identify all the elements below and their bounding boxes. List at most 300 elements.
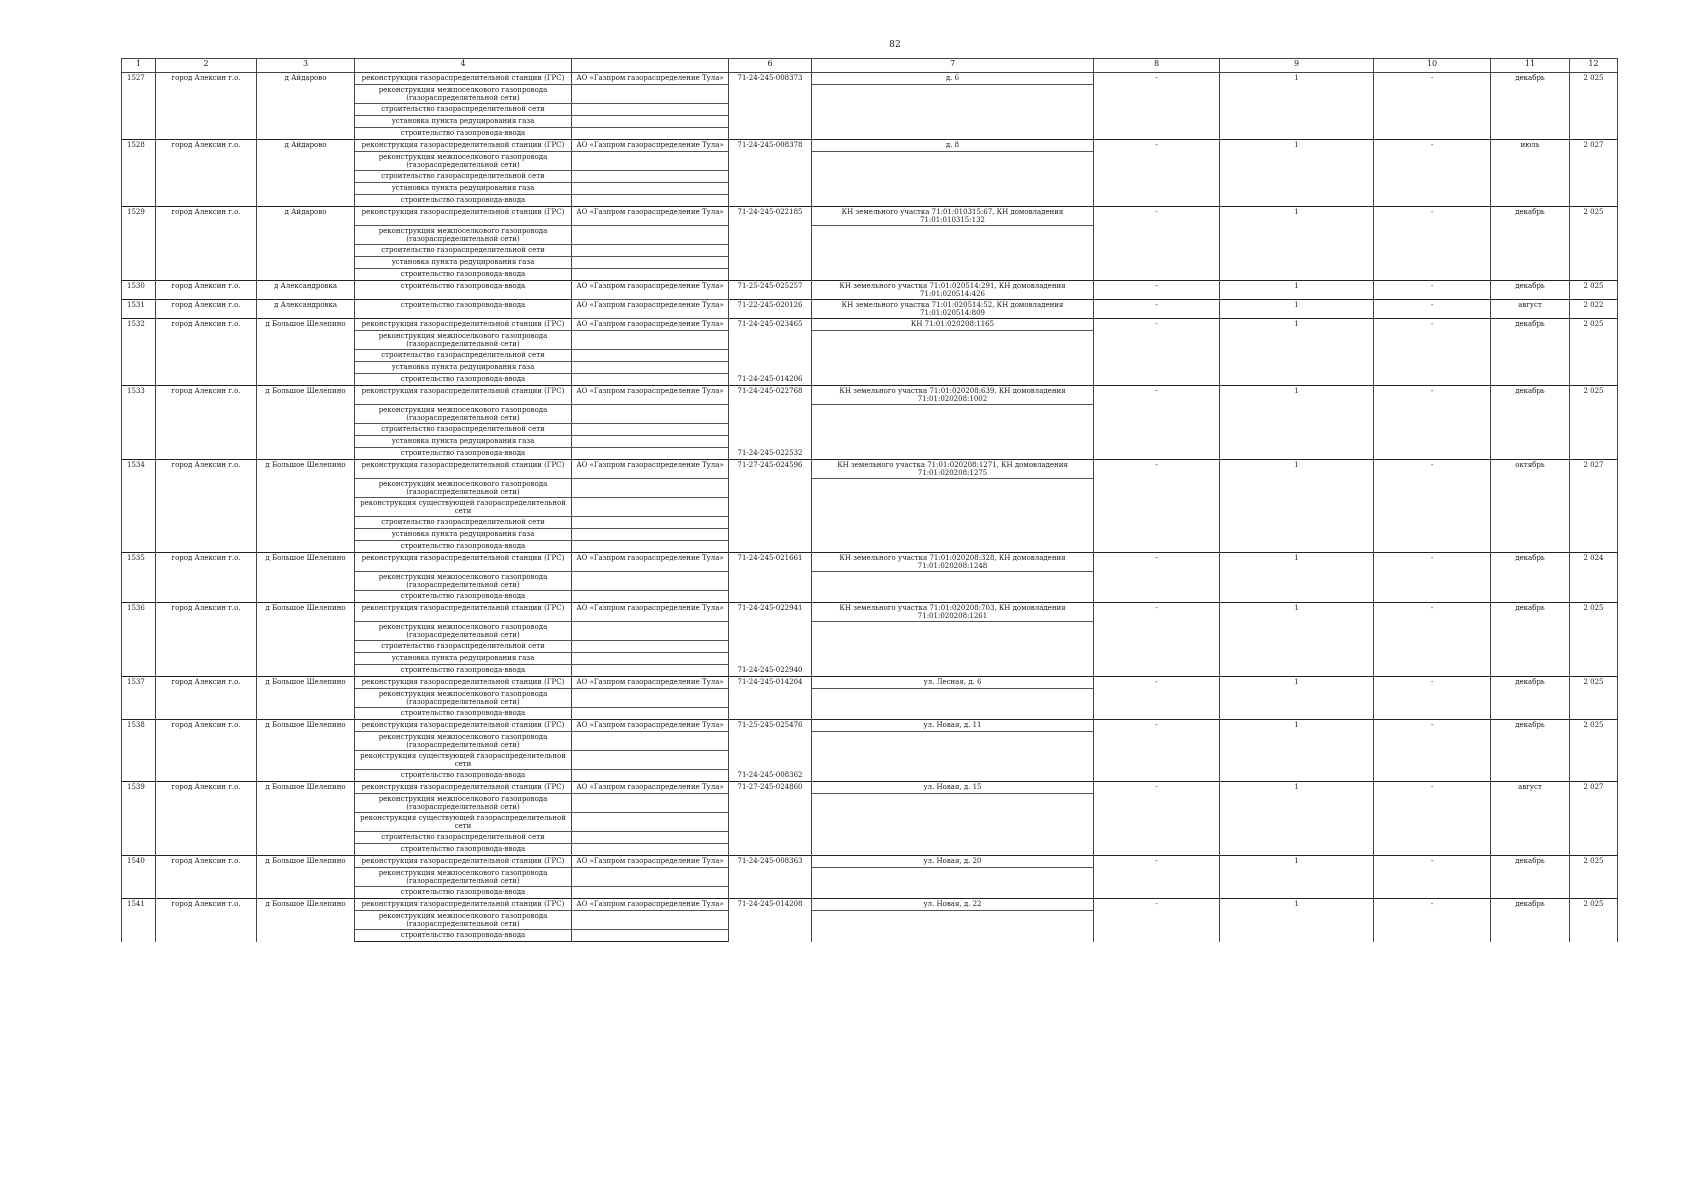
request-code: 71-22-245-020126 bbox=[729, 300, 812, 319]
organization-blank bbox=[572, 641, 729, 653]
organization: АО «Газпром газораспределение Тула» bbox=[572, 720, 729, 732]
work-type: установка пункта редуцирования газа bbox=[355, 436, 572, 448]
work-type: строительство газопровода-ввода bbox=[355, 887, 572, 899]
record-row bbox=[122, 720, 1618, 732]
month: декабрь bbox=[1491, 553, 1570, 603]
settlement: д Большое Шелепино bbox=[257, 460, 355, 553]
organization-blank bbox=[572, 529, 729, 541]
month: декабрь bbox=[1491, 207, 1570, 281]
col9-value: 1 bbox=[1220, 319, 1374, 386]
work-type: реконструкция газораспределительной станции (ГРС) bbox=[355, 856, 572, 868]
work-type: реконструкция межпоселкового газопровода (газораспределительной сети) bbox=[355, 794, 572, 813]
column-header: 11 bbox=[1491, 59, 1570, 73]
work-type: строительство газораспределительной сети bbox=[355, 350, 572, 362]
organization-blank bbox=[572, 622, 729, 641]
municipality: город Алексин г.о. bbox=[156, 140, 257, 207]
organization-blank bbox=[572, 116, 729, 128]
work-type: реконструкция газораспределительной станции (ГРС) bbox=[355, 460, 572, 479]
organization-blank bbox=[572, 708, 729, 720]
organization-blank bbox=[572, 331, 729, 350]
col8-value: - bbox=[1094, 319, 1220, 386]
year: 2 025 bbox=[1570, 720, 1618, 782]
organization-blank bbox=[572, 541, 729, 553]
request-code: 71-24-245-014204 bbox=[729, 677, 812, 720]
organization-blank bbox=[572, 226, 729, 245]
organization-blank bbox=[572, 152, 729, 171]
year: 2 027 bbox=[1570, 140, 1618, 207]
request-code: 71-24-245-008378 bbox=[729, 140, 812, 207]
work-type: установка пункта редуцирования газа bbox=[355, 653, 572, 665]
col9-value: 1 bbox=[1220, 720, 1374, 782]
col10-value: - bbox=[1374, 207, 1491, 281]
address-blank bbox=[812, 85, 1094, 140]
work-type: реконструкция межпоселкового газопровода (газораспределительной сети) bbox=[355, 226, 572, 245]
record-number: 1530 bbox=[122, 281, 156, 300]
col8-value: - bbox=[1094, 856, 1220, 899]
work-type: строительство газопровода-ввода bbox=[355, 374, 572, 386]
record-row bbox=[122, 899, 1618, 911]
column-header: 9 bbox=[1220, 59, 1374, 73]
col8-value: - bbox=[1094, 782, 1220, 856]
request-code-secondary: 71-24-245-022940 bbox=[729, 665, 812, 677]
organization: АО «Газпром газораспределение Тула» bbox=[572, 319, 729, 331]
address-blank bbox=[812, 794, 1094, 856]
col8-value: - bbox=[1094, 553, 1220, 603]
organization-blank bbox=[572, 887, 729, 899]
address: д. 6 bbox=[812, 73, 1094, 85]
work-type: реконструкция межпоселкового газопровода (газораспределительной сети) bbox=[355, 479, 572, 498]
municipality: город Алексин г.о. bbox=[156, 73, 257, 140]
year: 2 025 bbox=[1570, 856, 1618, 899]
record-number: 1536 bbox=[122, 603, 156, 677]
record-row bbox=[122, 300, 1618, 319]
col8-value: - bbox=[1094, 207, 1220, 281]
work-type: реконструкция газораспределительной станции (ГРС) bbox=[355, 386, 572, 405]
record-number: 1531 bbox=[122, 300, 156, 319]
work-type: реконструкция существующей газораспределительной сети bbox=[355, 498, 572, 517]
col10-value: - bbox=[1374, 720, 1491, 782]
record-row bbox=[122, 73, 1618, 85]
col8-value: - bbox=[1094, 603, 1220, 677]
organization-blank bbox=[572, 832, 729, 844]
work-type: строительство газопровода-ввода bbox=[355, 448, 572, 460]
col8-value: - bbox=[1094, 386, 1220, 460]
work-type: строительство газораспределительной сети bbox=[355, 641, 572, 653]
organization-blank bbox=[572, 794, 729, 813]
work-type: строительство газопровода-ввода bbox=[355, 300, 572, 319]
work-type: реконструкция межпоселкового газопровода (газораспределительной сети) bbox=[355, 911, 572, 930]
organization-blank bbox=[572, 665, 729, 677]
address-blank bbox=[812, 868, 1094, 899]
request-code: 71-24-245-014208 bbox=[729, 899, 812, 942]
organization: АО «Газпром газораспределение Тула» bbox=[572, 281, 729, 300]
column-number-header bbox=[122, 59, 1618, 73]
month: август bbox=[1491, 782, 1570, 856]
work-type: реконструкция газораспределительной станции (ГРС) bbox=[355, 140, 572, 152]
request-code: 71-24-245-022941 bbox=[729, 603, 812, 665]
col10-value: - bbox=[1374, 553, 1491, 603]
request-code: 71-24-245-022185 bbox=[729, 207, 812, 281]
organization-blank bbox=[572, 183, 729, 195]
organization-blank bbox=[572, 591, 729, 603]
settlement: д Большое Шелепино bbox=[257, 553, 355, 603]
address: ул. Лесная, д. 6 bbox=[812, 677, 1094, 689]
col10-value: - bbox=[1374, 603, 1491, 677]
organization-blank bbox=[572, 104, 729, 116]
month: декабрь bbox=[1491, 720, 1570, 782]
record-row bbox=[122, 553, 1618, 572]
year: 2 025 bbox=[1570, 899, 1618, 942]
record-row bbox=[122, 460, 1618, 479]
work-type: установка пункта редуцирования газа bbox=[355, 362, 572, 374]
organization-blank bbox=[572, 911, 729, 930]
month: декабрь bbox=[1491, 73, 1570, 140]
municipality: город Алексин г.о. bbox=[156, 207, 257, 281]
work-type: реконструкция межпоселкового газопровода (газораспределительной сети) bbox=[355, 689, 572, 708]
address-blank bbox=[812, 572, 1094, 603]
record-number: 1538 bbox=[122, 720, 156, 782]
column-header bbox=[572, 59, 729, 73]
municipality: город Алексин г.о. bbox=[156, 603, 257, 677]
organization: АО «Газпром газораспределение Тула» bbox=[572, 73, 729, 85]
address: КН земельного участка 71:01:010315:67, КН домовладения 71:01:010315:132 bbox=[812, 207, 1094, 226]
work-type: строительство газопровода-ввода bbox=[355, 708, 572, 720]
month: декабрь bbox=[1491, 899, 1570, 942]
organization: АО «Газпром газораспределение Тула» bbox=[572, 856, 729, 868]
col10-value: - bbox=[1374, 460, 1491, 553]
address-blank bbox=[812, 622, 1094, 677]
municipality: город Алексин г.о. bbox=[156, 300, 257, 319]
municipality: город Алексин г.о. bbox=[156, 677, 257, 720]
year: 2 025 bbox=[1570, 386, 1618, 460]
work-type: реконструкция газораспределительной станции (ГРС) bbox=[355, 720, 572, 732]
organization-blank bbox=[572, 350, 729, 362]
organization-blank bbox=[572, 128, 729, 140]
address-blank bbox=[812, 226, 1094, 281]
work-type: реконструкция межпоселкового газопровода (газораспределительной сети) bbox=[355, 868, 572, 887]
record-number: 1535 bbox=[122, 553, 156, 603]
column-header: 1 bbox=[122, 59, 156, 73]
address: КН земельного участка 71:01:020514:52, КН домовладения 71:01:020514:809 bbox=[812, 300, 1094, 319]
record-row bbox=[122, 677, 1618, 689]
month: октябрь bbox=[1491, 460, 1570, 553]
settlement: д Большое Шелепино bbox=[257, 856, 355, 899]
year: 2 025 bbox=[1570, 207, 1618, 281]
organization-blank bbox=[572, 424, 729, 436]
municipality: город Алексин г.о. bbox=[156, 553, 257, 603]
col9-value: 1 bbox=[1220, 207, 1374, 281]
year: 2 022 bbox=[1570, 300, 1618, 319]
organization-blank bbox=[572, 930, 729, 942]
work-type: строительство газораспределительной сети bbox=[355, 832, 572, 844]
year: 2 025 bbox=[1570, 677, 1618, 720]
col10-value: - bbox=[1374, 73, 1491, 140]
col9-value: 1 bbox=[1220, 553, 1374, 603]
settlement: д Александровка bbox=[257, 300, 355, 319]
work-type: реконструкция существующей газораспределительной сети bbox=[355, 813, 572, 832]
col9-value: 1 bbox=[1220, 73, 1374, 140]
request-code: 71-24-245-021661 bbox=[729, 553, 812, 603]
address-blank bbox=[812, 331, 1094, 386]
record-number: 1527 bbox=[122, 73, 156, 140]
column-header: 10 bbox=[1374, 59, 1491, 73]
request-code: 71-27-245-024860 bbox=[729, 782, 812, 856]
organization-blank bbox=[572, 436, 729, 448]
work-type: реконструкция газораспределительной станции (ГРС) bbox=[355, 207, 572, 226]
month: июль bbox=[1491, 140, 1570, 207]
col10-value: - bbox=[1374, 319, 1491, 386]
record-number: 1541 bbox=[122, 899, 156, 942]
col8-value: - bbox=[1094, 677, 1220, 720]
settlement: д Большое Шелепино bbox=[257, 899, 355, 942]
address: ул. Новая, д. 11 bbox=[812, 720, 1094, 732]
organization-blank bbox=[572, 868, 729, 887]
request-code-secondary: 71-24-245-008362 bbox=[729, 770, 812, 782]
col8-value: - bbox=[1094, 73, 1220, 140]
work-type: строительство газопровода-ввода bbox=[355, 195, 572, 207]
municipality: город Алексин г.о. bbox=[156, 319, 257, 386]
municipality: город Алексин г.о. bbox=[156, 460, 257, 553]
organization-blank bbox=[572, 732, 729, 751]
record-row bbox=[122, 207, 1618, 226]
settlement: д Айдарово bbox=[257, 73, 355, 140]
organization-blank bbox=[572, 257, 729, 269]
address: ул. Новая, д. 22 bbox=[812, 899, 1094, 911]
record-row bbox=[122, 856, 1618, 868]
request-code: 71-24-245-008363 bbox=[729, 856, 812, 899]
organization-blank bbox=[572, 479, 729, 498]
month: декабрь bbox=[1491, 856, 1570, 899]
month: декабрь bbox=[1491, 677, 1570, 720]
col9-value: 1 bbox=[1220, 281, 1374, 300]
work-type: реконструкция межпоселкового газопровода (газораспределительной сети) bbox=[355, 85, 572, 104]
organization-blank bbox=[572, 269, 729, 281]
record-number: 1528 bbox=[122, 140, 156, 207]
work-type: реконструкция газораспределительной станции (ГРС) bbox=[355, 73, 572, 85]
organization-blank bbox=[572, 195, 729, 207]
organization: АО «Газпром газораспределение Тула» bbox=[572, 553, 729, 572]
address: КН земельного участка 71:01:020208:703, КН домовладения 71:01:020208:1261 bbox=[812, 603, 1094, 622]
address-blank bbox=[812, 405, 1094, 460]
organization-blank bbox=[572, 498, 729, 517]
record-row bbox=[122, 782, 1618, 794]
organization-blank bbox=[572, 689, 729, 708]
organization-blank bbox=[572, 171, 729, 183]
col9-value: 1 bbox=[1220, 386, 1374, 460]
column-header: 3 bbox=[257, 59, 355, 73]
address-blank bbox=[812, 479, 1094, 553]
year: 2 025 bbox=[1570, 281, 1618, 300]
organization-blank bbox=[572, 245, 729, 257]
work-type: реконструкция межпоселкового газопровода (газораспределительной сети) bbox=[355, 405, 572, 424]
organization: АО «Газпром газораспределение Тула» bbox=[572, 460, 729, 479]
work-type: установка пункта редуцирования газа bbox=[355, 529, 572, 541]
organization: АО «Газпром газораспределение Тула» bbox=[572, 899, 729, 911]
col9-value: 1 bbox=[1220, 782, 1374, 856]
work-type: строительство газопровода-ввода bbox=[355, 770, 572, 782]
organization: АО «Газпром газораспределение Тула» bbox=[572, 782, 729, 794]
year: 2 025 bbox=[1570, 603, 1618, 677]
organization: АО «Газпром газораспределение Тула» bbox=[572, 300, 729, 319]
organization: АО «Газпром газораспределение Тула» bbox=[572, 386, 729, 405]
year: 2 025 bbox=[1570, 319, 1618, 386]
work-type: реконструкция существующей газораспределительной сети bbox=[355, 751, 572, 770]
settlement: д Большое Шелепино bbox=[257, 386, 355, 460]
record-row bbox=[122, 140, 1618, 152]
col10-value: - bbox=[1374, 899, 1491, 942]
settlement: д Большое Шелепино bbox=[257, 782, 355, 856]
request-code: 71-24-245-023465 bbox=[729, 319, 812, 374]
column-header: 8 bbox=[1094, 59, 1220, 73]
address: КН земельного участка 71:01:020514:291, КН домовладения 71:01:020514:426 bbox=[812, 281, 1094, 300]
settlement: д Айдарово bbox=[257, 140, 355, 207]
work-type: реконструкция межпоселкового газопровода (газораспределительной сети) bbox=[355, 622, 572, 641]
work-type: реконструкция межпоселкового газопровода (газораспределительной сети) bbox=[355, 572, 572, 591]
work-type: реконструкция газораспределительной станции (ГРС) bbox=[355, 782, 572, 794]
address: КН 71:01:020208:1165 bbox=[812, 319, 1094, 331]
work-type: реконструкция газораспределительной станции (ГРС) bbox=[355, 677, 572, 689]
request-code: 71-24-245-022768 bbox=[729, 386, 812, 448]
month: декабрь bbox=[1491, 281, 1570, 300]
organization-blank bbox=[572, 572, 729, 591]
organization-blank bbox=[572, 85, 729, 104]
column-header: 6 bbox=[729, 59, 812, 73]
work-type: строительство газопровода-ввода bbox=[355, 281, 572, 300]
col8-value: - bbox=[1094, 899, 1220, 942]
organization-blank bbox=[572, 374, 729, 386]
year: 2 025 bbox=[1570, 73, 1618, 140]
col10-value: - bbox=[1374, 782, 1491, 856]
year: 2 024 bbox=[1570, 553, 1618, 603]
request-code: 71-25-245-025257 bbox=[729, 281, 812, 300]
address: КН земельного участка 71:01:020208:328, КН домовладения 71:01:020208:1248 bbox=[812, 553, 1094, 572]
organization-blank bbox=[572, 653, 729, 665]
work-type: установка пункта редуцирования газа bbox=[355, 116, 572, 128]
request-code-secondary: 71-24-245-014206 bbox=[729, 374, 812, 386]
organization-blank bbox=[572, 517, 729, 529]
record-row bbox=[122, 319, 1618, 331]
organization: АО «Газпром газораспределение Тула» bbox=[572, 207, 729, 226]
work-type: строительство газопровода-ввода bbox=[355, 665, 572, 677]
col9-value: 1 bbox=[1220, 856, 1374, 899]
record-number: 1540 bbox=[122, 856, 156, 899]
column-header: 4 bbox=[355, 59, 572, 73]
work-type: строительство газораспределительной сети bbox=[355, 171, 572, 183]
record-row bbox=[122, 281, 1618, 300]
work-type: строительство газораспределительной сети bbox=[355, 424, 572, 436]
work-type: строительство газопровода-ввода bbox=[355, 930, 572, 942]
address-blank bbox=[812, 689, 1094, 720]
work-type: реконструкция газораспределительной станции (ГРС) bbox=[355, 603, 572, 622]
organization: АО «Газпром газораспределение Тула» bbox=[572, 677, 729, 689]
organization-blank bbox=[572, 770, 729, 782]
address: ул. Новая, д. 15 bbox=[812, 782, 1094, 794]
address: д. 8 bbox=[812, 140, 1094, 152]
work-type: строительство газораспределительной сети bbox=[355, 104, 572, 116]
request-code-secondary: 71-24-245-022532 bbox=[729, 448, 812, 460]
address-blank bbox=[812, 911, 1094, 942]
municipality: город Алексин г.о. bbox=[156, 386, 257, 460]
col9-value: 1 bbox=[1220, 300, 1374, 319]
organization: АО «Газпром газораспределение Тула» bbox=[572, 603, 729, 622]
work-type: строительство газопровода-ввода bbox=[355, 591, 572, 603]
organization-blank bbox=[572, 813, 729, 832]
work-type: реконструкция газораспределительной станции (ГРС) bbox=[355, 553, 572, 572]
address: КН земельного участка 71:01:020208:1271, КН домовладения 71:01:020208:1275 bbox=[812, 460, 1094, 479]
organization: АО «Газпром газораспределение Тула» bbox=[572, 140, 729, 152]
col10-value: - bbox=[1374, 140, 1491, 207]
address-blank bbox=[812, 732, 1094, 782]
column-header: 2 bbox=[156, 59, 257, 73]
work-type: установка пункта редуцирования газа bbox=[355, 257, 572, 269]
column-header: 7 bbox=[812, 59, 1094, 73]
municipality: город Алексин г.о. bbox=[156, 281, 257, 300]
month: август bbox=[1491, 300, 1570, 319]
col9-value: 1 bbox=[1220, 460, 1374, 553]
col8-value: - bbox=[1094, 300, 1220, 319]
col10-value: - bbox=[1374, 386, 1491, 460]
col10-value: - bbox=[1374, 677, 1491, 720]
work-type: реконструкция межпоселкового газопровода (газораспределительной сети) bbox=[355, 331, 572, 350]
year: 2 027 bbox=[1570, 782, 1618, 856]
work-type: строительство газораспределительной сети bbox=[355, 517, 572, 529]
work-type: строительство газопровода-ввода bbox=[355, 844, 572, 856]
municipality: город Алексин г.о. bbox=[156, 720, 257, 782]
request-code: 71-27-245-024596 bbox=[729, 460, 812, 553]
request-code: 71-24-245-008373 bbox=[729, 73, 812, 140]
column-header: 12 bbox=[1570, 59, 1618, 73]
col9-value: 1 bbox=[1220, 677, 1374, 720]
organization-blank bbox=[572, 362, 729, 374]
record-number: 1539 bbox=[122, 782, 156, 856]
col9-value: 1 bbox=[1220, 140, 1374, 207]
settlement: д Большое Шелепино bbox=[257, 720, 355, 782]
col9-value: 1 bbox=[1220, 603, 1374, 677]
work-type: реконструкция межпоселкового газопровода (газораспределительной сети) bbox=[355, 732, 572, 751]
record-number: 1532 bbox=[122, 319, 156, 386]
col8-value: - bbox=[1094, 140, 1220, 207]
col9-value: 1 bbox=[1220, 899, 1374, 942]
address: КН земельного участка 71:01:020208:639, КН домовладения 71:01:020208:1002 bbox=[812, 386, 1094, 405]
record-number: 1537 bbox=[122, 677, 156, 720]
record-number: 1529 bbox=[122, 207, 156, 281]
work-type: строительство газопровода-ввода bbox=[355, 269, 572, 281]
request-code: 71-25-245-025476 bbox=[729, 720, 812, 770]
settlement: д Большое Шелепино bbox=[257, 677, 355, 720]
work-type: строительство газораспределительной сети bbox=[355, 245, 572, 257]
month: декабрь bbox=[1491, 319, 1570, 386]
address: ул. Новая, д. 20 bbox=[812, 856, 1094, 868]
col8-value: - bbox=[1094, 720, 1220, 782]
record-row bbox=[122, 386, 1618, 405]
month: декабрь bbox=[1491, 386, 1570, 460]
record-number: 1534 bbox=[122, 460, 156, 553]
address-blank bbox=[812, 152, 1094, 207]
col10-value: - bbox=[1374, 856, 1491, 899]
work-type: строительство газопровода-ввода bbox=[355, 541, 572, 553]
municipality: город Алексин г.о. bbox=[156, 899, 257, 942]
col10-value: - bbox=[1374, 281, 1491, 300]
settlement: д Большое Шелепино bbox=[257, 319, 355, 386]
organization-blank bbox=[572, 405, 729, 424]
record-number: 1533 bbox=[122, 386, 156, 460]
col8-value: - bbox=[1094, 281, 1220, 300]
work-type: установка пункта редуцирования газа bbox=[355, 183, 572, 195]
month: декабрь bbox=[1491, 603, 1570, 677]
organization-blank bbox=[572, 448, 729, 460]
municipality: город Алексин г.о. bbox=[156, 856, 257, 899]
work-type: строительство газопровода-ввода bbox=[355, 128, 572, 140]
